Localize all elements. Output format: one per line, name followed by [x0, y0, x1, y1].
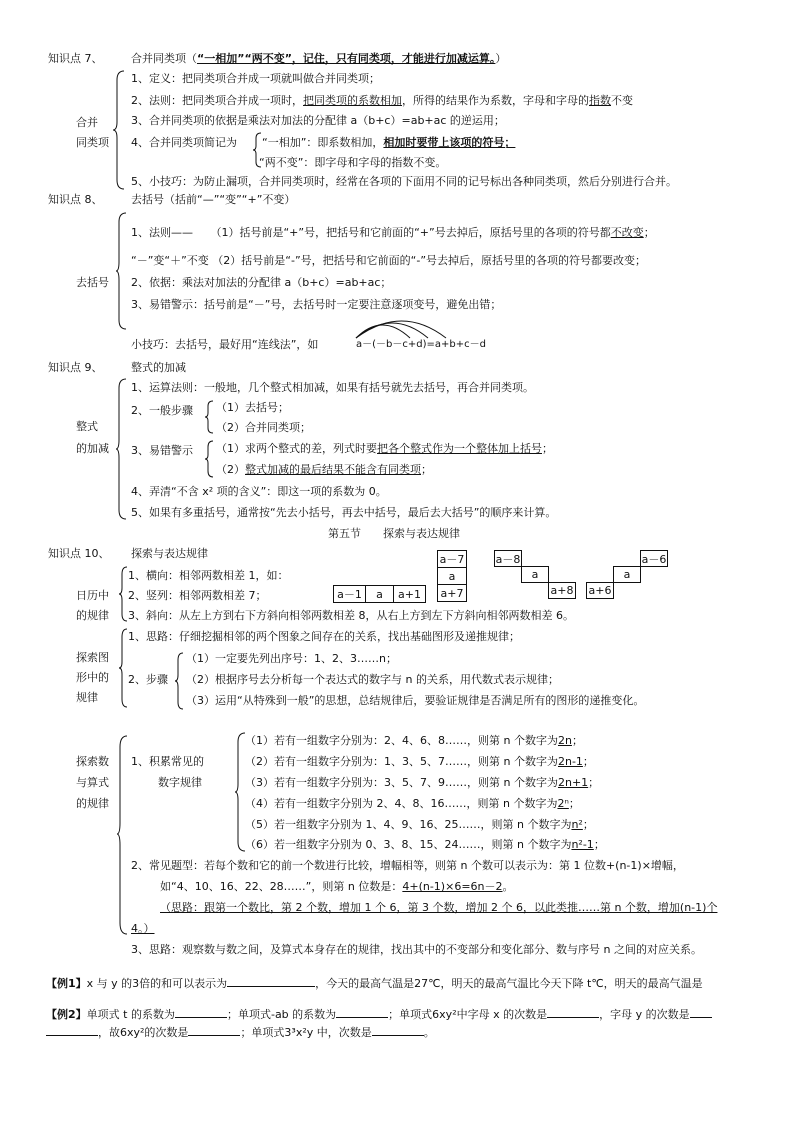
k9-line-3: 3、易错警示 [131, 444, 193, 457]
k7-line-4: 4、合并同类项简记为 [131, 136, 237, 149]
ex1-blank-1[interactable] [227, 976, 315, 987]
k10-cal-1: 1、横向：相邻两数相差 1，如： [128, 569, 289, 582]
cal-box-d1-top: a－8 [494, 550, 522, 567]
k9-side-2: 的加减 [76, 442, 109, 455]
cal-box-d1-bottom: a+8 [548, 582, 576, 599]
k10-rule-1: （1）若有一组数字分别为：2、4、6、8……，则第 n 个数字为2n； [245, 734, 583, 747]
k10-fig-side-2: 形中的 [76, 671, 109, 684]
k10-num-2d: 4。） [131, 922, 155, 935]
example-1: 【例1】x 与 y 的3倍的和可以表示为 ，今天的最高气温是27℃，明天的最高气温比今天下降 t℃，明天的最高气温是 [46, 977, 703, 990]
k7-line-5: 5、小技巧：为防止漏项，合并同类项时，经常在各项的下面用不同的记号标出各种同类项，然后分别进行合并。 [131, 175, 677, 188]
k9-line-4: 4、弄清“不含 x² 项的含义”：即这一项的系数为 0。 [131, 485, 387, 498]
k10-num-2c: （思路：跟第一个数比，第 2 个数，增加 1 个 6，第 3 个数，增加 2 个 6，以此类推……第 n 个数，增加(n-1)个 [160, 901, 718, 914]
k10-num-side-1: 探索数 [76, 755, 109, 768]
k7-title: 合并同类项（“一相加”“两不变”，记住，只有同类项，才能进行加减运算。） [131, 52, 507, 65]
example-2-line-1: 【例2】单项式 t 的系数为 ；单项式-ab 的系数为 ；单项式6xy²中字母 x 的次数是 ，字母 y 的次数是 [46, 1007, 712, 1022]
cal-box-v-top: a－7 [437, 550, 467, 568]
cal-box-h-left: a－1 [333, 585, 366, 603]
cal-box-d1-mid: a [521, 566, 549, 583]
k8-line-2: 2、依据：乘法对加法的分配律 a（b+c）=ab+ac； [131, 276, 392, 289]
cal-box-v-bottom: a+7 [437, 584, 467, 602]
k10-fig-2: 2、步骤 [128, 673, 168, 686]
k10-cal-side-1: 日历中 [76, 589, 109, 602]
cal-box-d2-bottom: a+6 [586, 582, 614, 599]
k10-num-2b: 如“4、10、16、22、28……”，则第 n 位数是：4+(n-1)×6=6n－2。 [160, 880, 514, 893]
k9-warn-1: （1）求两个整式的差，列式时要把各个整式作为一个整体加上括号； [216, 442, 553, 455]
k9-line-5: 5、如果有多重括号，通常按“先去小括号，再去中括号，最后去大括号”的顺序来计算。 [131, 506, 557, 519]
k10-fig-step-2: （2）根据序号去分析每一个表达式的数字与 n 的关系，用代数式表示规律； [186, 673, 559, 686]
k10-num-1a: 1、积累常见的 [131, 755, 204, 768]
k9-sub-brace-2 [204, 440, 214, 478]
k10-rule-3: （3）若有一组数字分别为：3、5、7、9……，则第 n 个数字为2n+1； [245, 776, 600, 789]
k7-label: 知识点 7、 [48, 52, 103, 65]
k10-cal-3: 3、斜向：从左上方到右下方斜向相邻两数相差 8，从右上方到左下方斜向相邻两数相差 6。 [128, 609, 574, 622]
k7-line-1: 1、定义：把同类项合并成一项就叫做合并同类项； [131, 72, 380, 85]
k8-side: 去括号 [76, 276, 109, 289]
cal-box-d2-mid: a [613, 566, 641, 583]
k10-num-side-2: 与算式 [76, 776, 109, 789]
k7-side-2: 同类项 [76, 136, 109, 149]
ex2-blank-6[interactable] [372, 1025, 424, 1036]
k9-step-1: （1）去括号； [216, 401, 289, 414]
k10-cal-brace [118, 566, 128, 622]
k8-label: 知识点 8、 [48, 193, 103, 206]
k10-num-side-3: 的规律 [76, 797, 109, 810]
k7-line-2: 2、法则：把同类项合并成一项时，把同类项的系数相加，所得的结果作为系数，字母和字母的指数不变 [131, 94, 633, 107]
k7-side-1: 合并 [76, 116, 98, 129]
k8-line-4: 小技巧：去括号，最好用“连线法”，如 [131, 338, 319, 351]
cal-box-d2-top: a－6 [640, 550, 668, 567]
k9-label: 知识点 9、 [48, 361, 103, 374]
ex2-blank-4b[interactable] [46, 1025, 98, 1036]
k10-label: 知识点 10、 [48, 547, 110, 560]
k10-fig-step-1: （1）一定要先列出序号：1、2、3……n； [186, 652, 397, 665]
k9-title: 整式的加减 [131, 361, 186, 374]
cal-box-h-right: a+1 [393, 585, 426, 603]
ex2-blank-1[interactable] [175, 1007, 227, 1018]
k10-rule-4: （4）若有一组数字分别为 2、4、8、16……，则第 n 个数字为2ⁿ； [245, 797, 580, 810]
k10-fig-brace [118, 628, 128, 708]
section-title: 第五节 探索与表达规律 [328, 527, 460, 540]
k9-side-1: 整式 [76, 420, 98, 433]
k8-brace [115, 212, 127, 330]
k8-link-arcs [352, 318, 462, 340]
k9-line-1: 1、运算法则：一般地，几个整式相加减，如果有括号就先去括号，再合并同类项。 [131, 381, 534, 394]
k9-step-2: （2）合并同类项； [216, 421, 311, 434]
k10-fig-step-3: （3）运用“从特殊到一般”的思想，总结规律后，要验证规律是否满足所有的图形的递推变化。 [186, 694, 645, 707]
k10-num-brace [116, 735, 128, 935]
k8-line-1b: “－”变“＋”不变 （2）括号前是“-”号，把括号和它前面的“-”号去掉后，原括号里的各项的符号都要改变； [131, 254, 647, 267]
k10-title: 探索与表达规律 [131, 547, 208, 560]
cal-box-h-mid: a [365, 585, 394, 603]
cal-box-v-mid: a [437, 567, 467, 585]
k10-rule-2: （2）若有一组数字分别为：1、3、5、7……，则第 n 个数字为2n-1； [245, 755, 594, 768]
ex2-blank-3[interactable] [547, 1007, 599, 1018]
k9-brace [115, 378, 127, 520]
k7-sub-2: “两不变”：即字母和字母的指数不变。 [259, 156, 447, 169]
k7-line-3: 3、合并同类项的依据是乘法对加法的分配律 a（b+c）=ab+ac 的逆运用； [131, 114, 505, 127]
k10-num-3: 3、思路：观察数与数之间，及算式本身存在的规律，找出其中的不变部分和变化部分、数与序号 n 之间的对应关系。 [131, 943, 702, 956]
k7-brace [112, 70, 126, 190]
k9-warn-2: （2）整式加减的最后结果不能含有同类项； [216, 463, 432, 476]
k10-cal-side-2: 的规律 [76, 609, 109, 622]
k10-cal-2: 2、竖列：相邻两数相差 7； [128, 589, 267, 602]
k7-sub-1: “一相加”：即系数相加，相加时要带上该项的符号； [262, 136, 516, 149]
ex2-blank-5[interactable] [188, 1025, 240, 1036]
k8-line-3: 3、易错警示：括号前是“－”号，去括号时一定要注意逐项变号，避免出错； [131, 298, 502, 311]
k9-sub-brace-1 [204, 400, 214, 434]
k10-num-1b: 数字规律 [158, 776, 202, 789]
k8-line-1: 1、法则—— （1）括号前是“+”号，把括号和它前面的“+”号去掉后，原括号里的各项的符号都不改变； [131, 226, 655, 239]
k10-fig-side-3: 规律 [76, 691, 98, 704]
k10-fig-1: 1、思路：仔细挖掘相邻的两个图象之间存在的关系，找出基础图形及递推规律； [128, 630, 520, 643]
ex2-blank-4a[interactable] [690, 1007, 712, 1018]
k10-num-2: 2、常见题型：若每个数和它的前一个数进行比较，增幅相等，则第 n 个数可以表示为：第 1 位数+(n-1)×增幅， [131, 859, 684, 872]
k9-line-2: 2、一般步骤 [131, 404, 193, 417]
k10-num-sub-brace [234, 732, 246, 852]
k10-fig-side-1: 探索图 [76, 651, 109, 664]
k10-rule-6: （6）若一组数字分别为 0、3、8、15、24……，则第 n 个数字为n²-1； [245, 838, 605, 851]
ex2-blank-2[interactable] [336, 1007, 388, 1018]
example-2-line-2: ，故6xy²的次数是 ；单项式3³x²y 中，次数是 。 [46, 1025, 435, 1040]
k8-title: 去括号（括前“—”“变”“+”不变） [131, 193, 296, 206]
k8-formula: a－(－b－c+d)=a+b+c－d [356, 339, 486, 350]
k10-rule-5: （5）若一组数字分别为 1、4、9、16、25……，则第 n 个数字为n²； [245, 818, 594, 831]
k10-fig-sub-brace [174, 652, 184, 710]
